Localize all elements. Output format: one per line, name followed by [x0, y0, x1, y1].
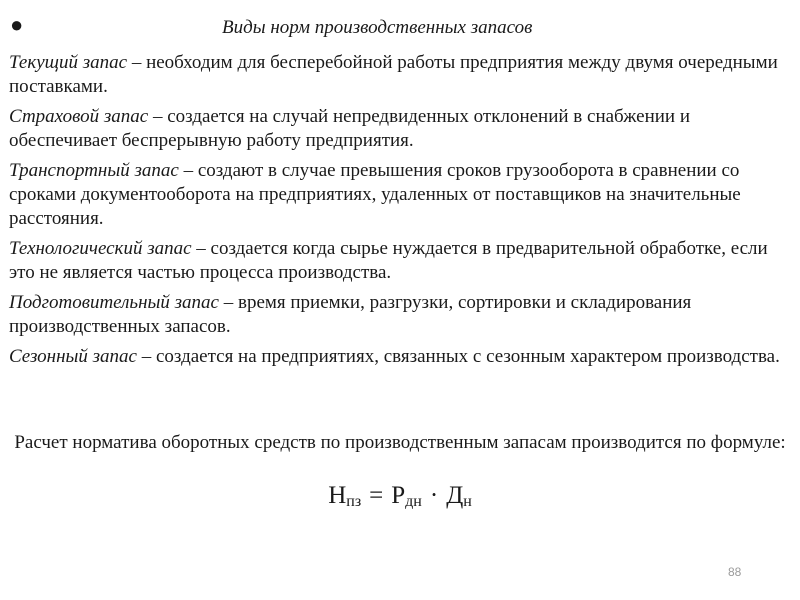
formula-lhs — [328, 482, 361, 509]
definition: – создается на случай непредвиденных отклонений в снабжении и обеспечивает беспрерывную работу предприятия. — [9, 106, 690, 151]
term: Сезонный запас — [9, 346, 137, 367]
formula-term2-main: Д — [446, 482, 464, 509]
definition: – создается на предприятиях, связанных с сезонным характером производства. — [136, 346, 780, 367]
list-item-technological-stock — [9, 237, 791, 285]
list-item-current-stock — [9, 51, 791, 99]
formula-equals: = — [369, 482, 384, 509]
term: Транспортный запас — [9, 160, 179, 181]
formula-term2 — [446, 482, 472, 509]
formula-times: · — [429, 482, 439, 509]
definition: – создается когда сырье нуждается в предварительной обработке, если это не является частью процесса производства. — [9, 238, 768, 283]
bullet-icon: ● — [10, 12, 24, 37]
formula-lhs-main: Н — [328, 482, 347, 509]
definition: – время приемки, разгрузки, сортировки и складирования производственных запасов. — [9, 292, 692, 337]
formula-term1 — [391, 482, 422, 509]
formula-term1-main: Р — [391, 482, 406, 509]
stock-types-list — [9, 51, 791, 375]
term: Технологический запас — [9, 238, 192, 259]
formula-intro: Расчет норматива оборотных средств по производственным запасам производится по формуле: — [14, 432, 786, 453]
formula-term1-sub: дн — [405, 493, 422, 510]
formula-lhs-sub: пз — [346, 493, 362, 510]
list-item-transport-stock — [9, 159, 791, 231]
list-item-preparatory-stock — [9, 291, 791, 339]
page-number: 88 — [728, 565, 742, 579]
formula-term2-sub: н — [463, 493, 472, 510]
formula — [0, 480, 800, 518]
term: Подготовительный запас — [9, 292, 219, 313]
list-item-safety-stock — [9, 105, 791, 153]
slide-title: Виды норм производственных запасов — [222, 17, 533, 38]
list-item-seasonal-stock — [9, 345, 791, 369]
definition: – необходим для бесперебойной работы предприятия между двумя очередными поставками. — [9, 52, 778, 97]
term: Страховой запас — [9, 106, 149, 127]
term: Текущий запас — [9, 52, 128, 73]
definition: – создают в случае превышения сроков грузооборота в сравнении со сроками документооборота на предприятиях, удаленных от поставщиков на значительные расстояния. — [9, 160, 741, 229]
